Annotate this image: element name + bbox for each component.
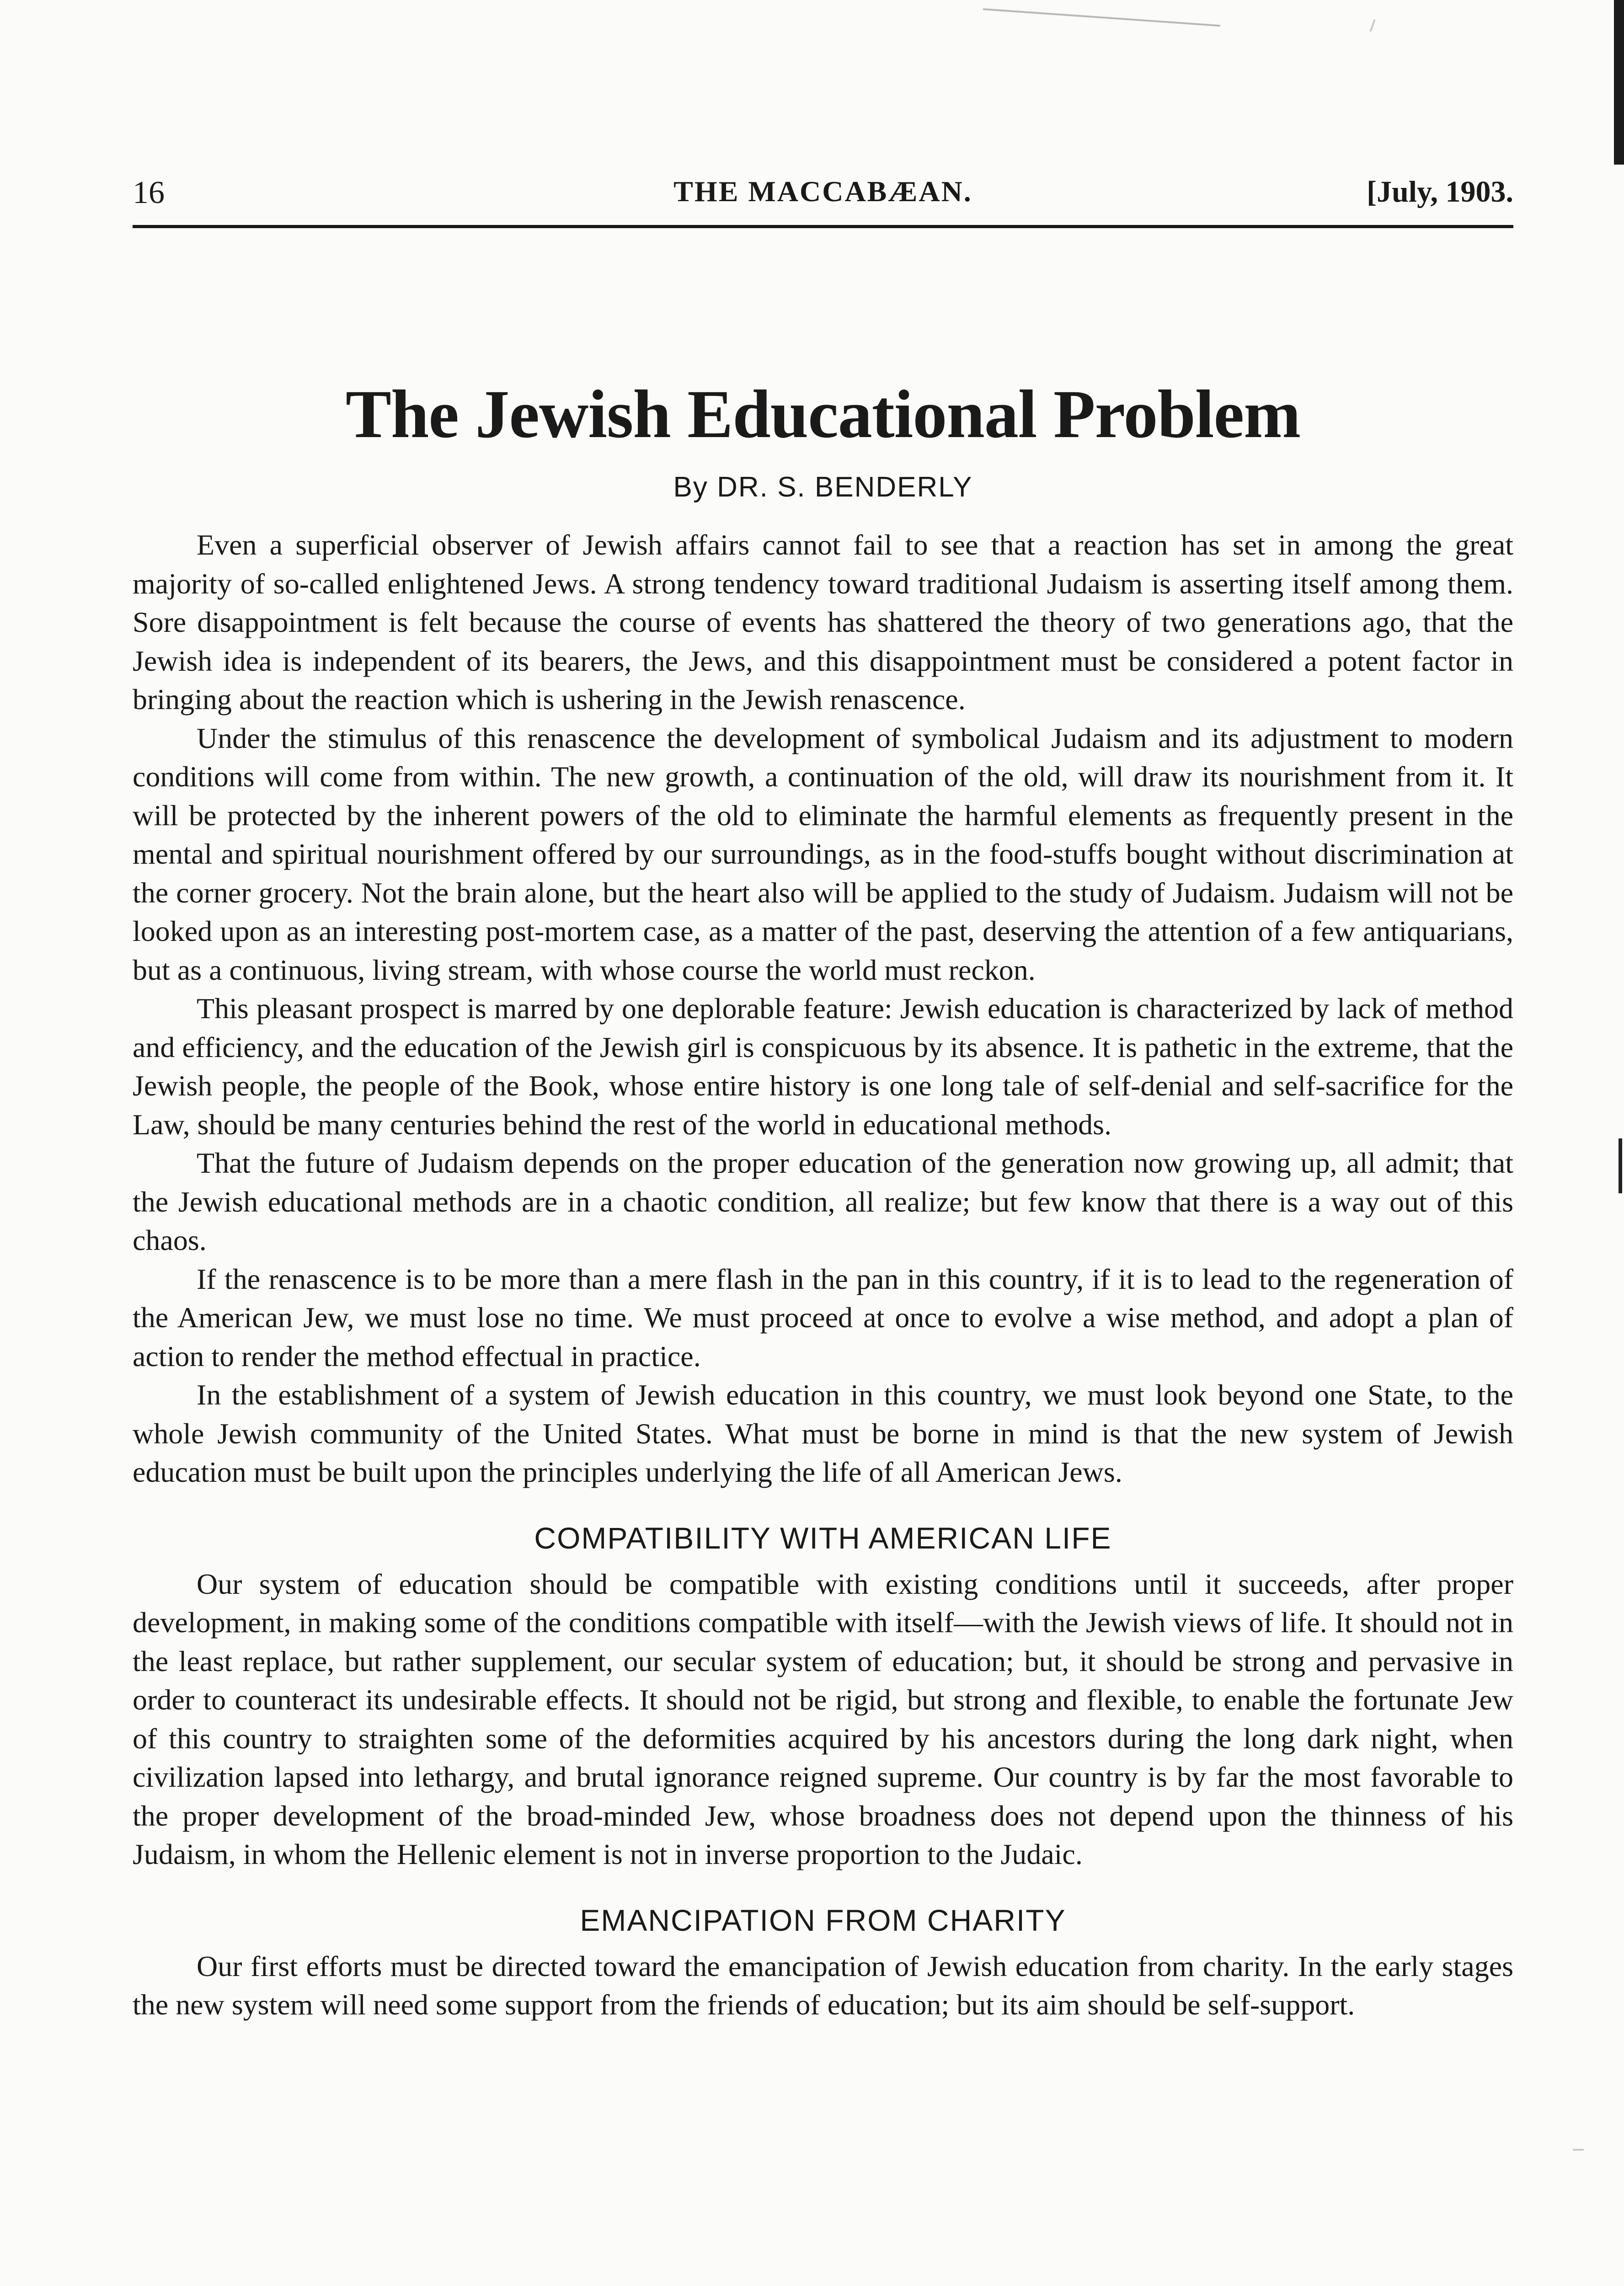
paragraph: That the future of Judaism depends on the proper education of the generation now growing up, all admit; that the Jewish educational methods are in a chaotic condition, all realize; but few know that there is a way out of this chaos. [133, 1147, 1513, 1256]
scan-mark [1369, 19, 1375, 32]
scan-edge-artifact [1614, 0, 1624, 165]
section-heading: EMANCIPATION FROM CHARITY [580, 1903, 1066, 1937]
article-byline: By DR. S. BENDERLY [673, 471, 973, 503]
paragraph: Our system of education should be compatible with existing conditions until it succeeds, after proper development, in making some of the conditions compatible with itself—with the Jewish views of life. It should not in the least replace, but rather supplement, our secular system of education; but, it should be strong and pervasive in order to counteract its undesirable effects. It should not be rigid, but strong and flexible, to enable the fortunate Jew of this country to straighten some of the deformities acquired by his ancestors during the long dark night, when civilization lapsed into lethargy, and brutal ignorance reigned supreme. Our country is by far the most favorable to the proper development of the broad-minded Jew, whose broadness does not depend upon the thinness of his Judaism, in whom the Hellenic element is not in inverse proportion to the Judaic. [133, 1567, 1513, 1870]
paragraph: In the establishment of a system of Jewish education in this country, we must look beyond one State, to the whole Jewish community of the United States. What must be borne in mind is that the new system of Jewish education must be built upon the principles underlying the life of all American Jews. [133, 1378, 1513, 1488]
issue-date: [July, 1903. [1367, 175, 1513, 208]
paragraph: Even a superficial observer of Jewish affairs cannot fail to see that a reaction has set in among the great majority of so-called enlightened Jews. A strong tendency toward traditional Judaism is asserting itself among them. Sore disappointment is felt because the course of events has shattered the theory of two generations ago, that the Jewish idea is independent of its bearers, the Jews, and this disappointment must be considered a potent factor in bringing about the reaction which is ushering in the Jewish renascence. [133, 529, 1513, 716]
paragraph: If the renascence is to be more than a mere flash in the pan in this country, if it is to lead to the regeneration of the American Jew, we must lose no time. We must proceed at once to evolve a wise method, and adopt a plan of action to render the method effectual in practice. [133, 1262, 1513, 1373]
article-title: The Jewish Educational Problem [345, 376, 1301, 452]
paragraph: This pleasant prospect is marred by one deplorable feature: Jewish education is characterized by lack of method and efficiency, and the education of the Jewish girl is conspicuous by its absence. It is pathetic in the extreme, that the Jewish people, the people of the Book, whose entire history is one long tale of self-denial and self-sacrifice for the Law, should be many centuries behind the rest of the world in educational methods. [133, 992, 1513, 1141]
scan-mark [983, 8, 1220, 27]
journal-title: THE MACCABÆAN. [673, 175, 972, 208]
article-body [133, 526, 1513, 2024]
page-number: 16 [133, 175, 165, 210]
paragraph: Under the stimulus of this renascence the development of symbolical Judaism and its adjustment to modern conditions will come from within. The new growth, a continuation of the old, will draw its nourishment from it. It will be protected by the inherent powers of the old to eliminate the harmful elements as frequently present in the mental and spiritual nourishment offered by our surroundings, as in the food-stuffs bought without discrimination at the corner grocery. Not the brain alone, but the heart also will be applied to the study of Judaism. Judaism will not be looked upon as an interesting post-mortem case, as a matter of the past, deserving the attention of a few antiquarians, but as a continuous, living stream, with whose course the world must reckon. [133, 721, 1513, 986]
section-heading: COMPATIBILITY WITH AMERICAN LIFE [534, 1521, 1112, 1555]
scan-mark [1573, 2149, 1584, 2151]
header-rule [133, 225, 1513, 228]
running-head [133, 170, 1513, 220]
paragraph: Our first efforts must be directed toward the emancipation of Jewish education from charity. In the early stages the new system will need some support from the friends of education; but its aim should be self-support. [133, 1950, 1513, 2021]
scan-mark [1619, 1138, 1622, 1193]
